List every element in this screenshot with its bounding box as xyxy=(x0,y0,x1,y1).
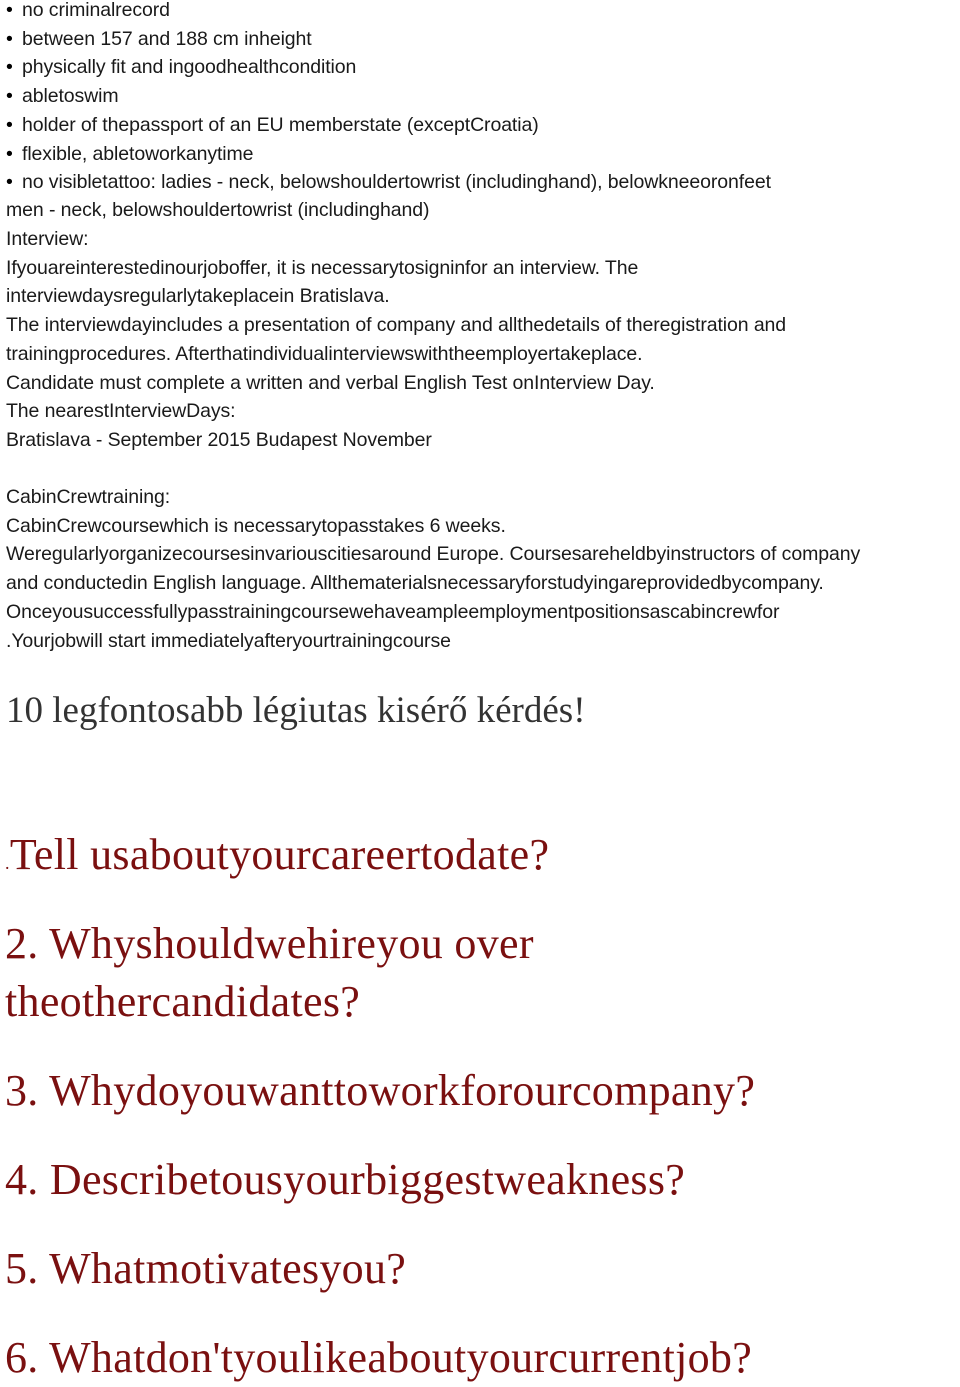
question-4: 4. Describetousyourbiggestweakness? xyxy=(5,1155,686,1204)
bullet-icon: • xyxy=(6,56,13,79)
tattoo-men-line: men - neck, belowshouldertowrist (includinghand) xyxy=(6,199,430,221)
bullet-icon: • xyxy=(6,0,13,21)
requirements-list xyxy=(6,0,956,197)
bullet-icon: • xyxy=(6,142,13,165)
list-item: • no criminalrecord xyxy=(6,0,956,25)
list-item: • abletoswim xyxy=(6,82,956,111)
paragraph-line: Candidate must complete a written and verbal English Test onInterview Day. xyxy=(6,371,655,394)
paragraph-line: Onceyousuccessfullypasstrainingcoursewehaveampleemploymentpositionsascabincrewfor xyxy=(6,600,780,623)
paragraph-line: The nearestInterviewDays: xyxy=(6,400,236,423)
paragraph-line: The interviewdayincludes a presentation of company and allthedetails of theregistration and xyxy=(6,314,787,337)
question-5: 5. Whatmotivatesyou? xyxy=(5,1244,407,1293)
paragraph-line: and conductedin English language. Allthematerialsnecessaryforstudyingareprovidedbycompany. xyxy=(6,572,824,595)
list-item: • no visibletattoo: ladies - neck, belowshouldertowrist (includinghand), belowkneeoronfeet xyxy=(6,168,956,197)
paragraph-line: CabinCrewcoursewhich is necessarytopasstakes 6 weeks. xyxy=(6,514,506,537)
questions-heading: 10 legfontosabb légiutas kisérő kérdés! xyxy=(6,690,586,731)
list-item: • between 157 and 188 cm inheight xyxy=(6,25,956,54)
paragraph-line: Ifyouareinterestedinourjoboffer, it is necessarytosigninfor an interview. The xyxy=(6,256,639,279)
paragraph-line: .Yourjobwill start immediatelyafteryourtrainingcourse xyxy=(6,629,451,652)
interview-label: Interview: xyxy=(6,228,89,250)
question-2-line-1: 2. Whyshouldwehireyou over xyxy=(5,919,534,968)
paragraph-line: interviewdaysregularlytakeplacein Bratislava. xyxy=(6,285,390,308)
list-item: • physically fit and ingoodhealthcondition xyxy=(6,53,956,82)
training-label: CabinCrewtraining: xyxy=(6,486,171,508)
list-item: • holder of thepassport of an EU memberstate (exceptCroatia) xyxy=(6,111,956,140)
bullet-icon: • xyxy=(6,27,13,50)
bullet-icon: • xyxy=(6,113,13,136)
question-3: 3. Whydoyouwanttoworkforourcompany? xyxy=(5,1066,756,1115)
question-1-text: Tell usaboutyourcareertodate? xyxy=(9,830,550,879)
paragraph-line: Bratislava - September 2015 Budapest November xyxy=(6,428,432,451)
question-1-prefix: . xyxy=(5,853,10,873)
list-item: • flexible, abletoworkanytime xyxy=(6,140,956,169)
paragraph-line: Weregularlyorganizecoursesinvariouscitiesaround Europe. Coursesareheldbyinstructors of company xyxy=(6,543,861,566)
bullet-icon: • xyxy=(6,171,13,194)
question-1 xyxy=(5,826,549,892)
question-2-line-2: theothercandidates? xyxy=(5,977,361,1026)
training-section xyxy=(6,483,956,655)
interview-section xyxy=(6,225,956,455)
paragraph-line: trainingprocedures. Afterthatindividualinterviewswiththeemployertakeplace. xyxy=(6,342,643,365)
bullet-icon: • xyxy=(6,85,13,108)
question-6: 6. Whatdon'tyoulikeaboutyourcurrentjob? xyxy=(5,1333,753,1382)
